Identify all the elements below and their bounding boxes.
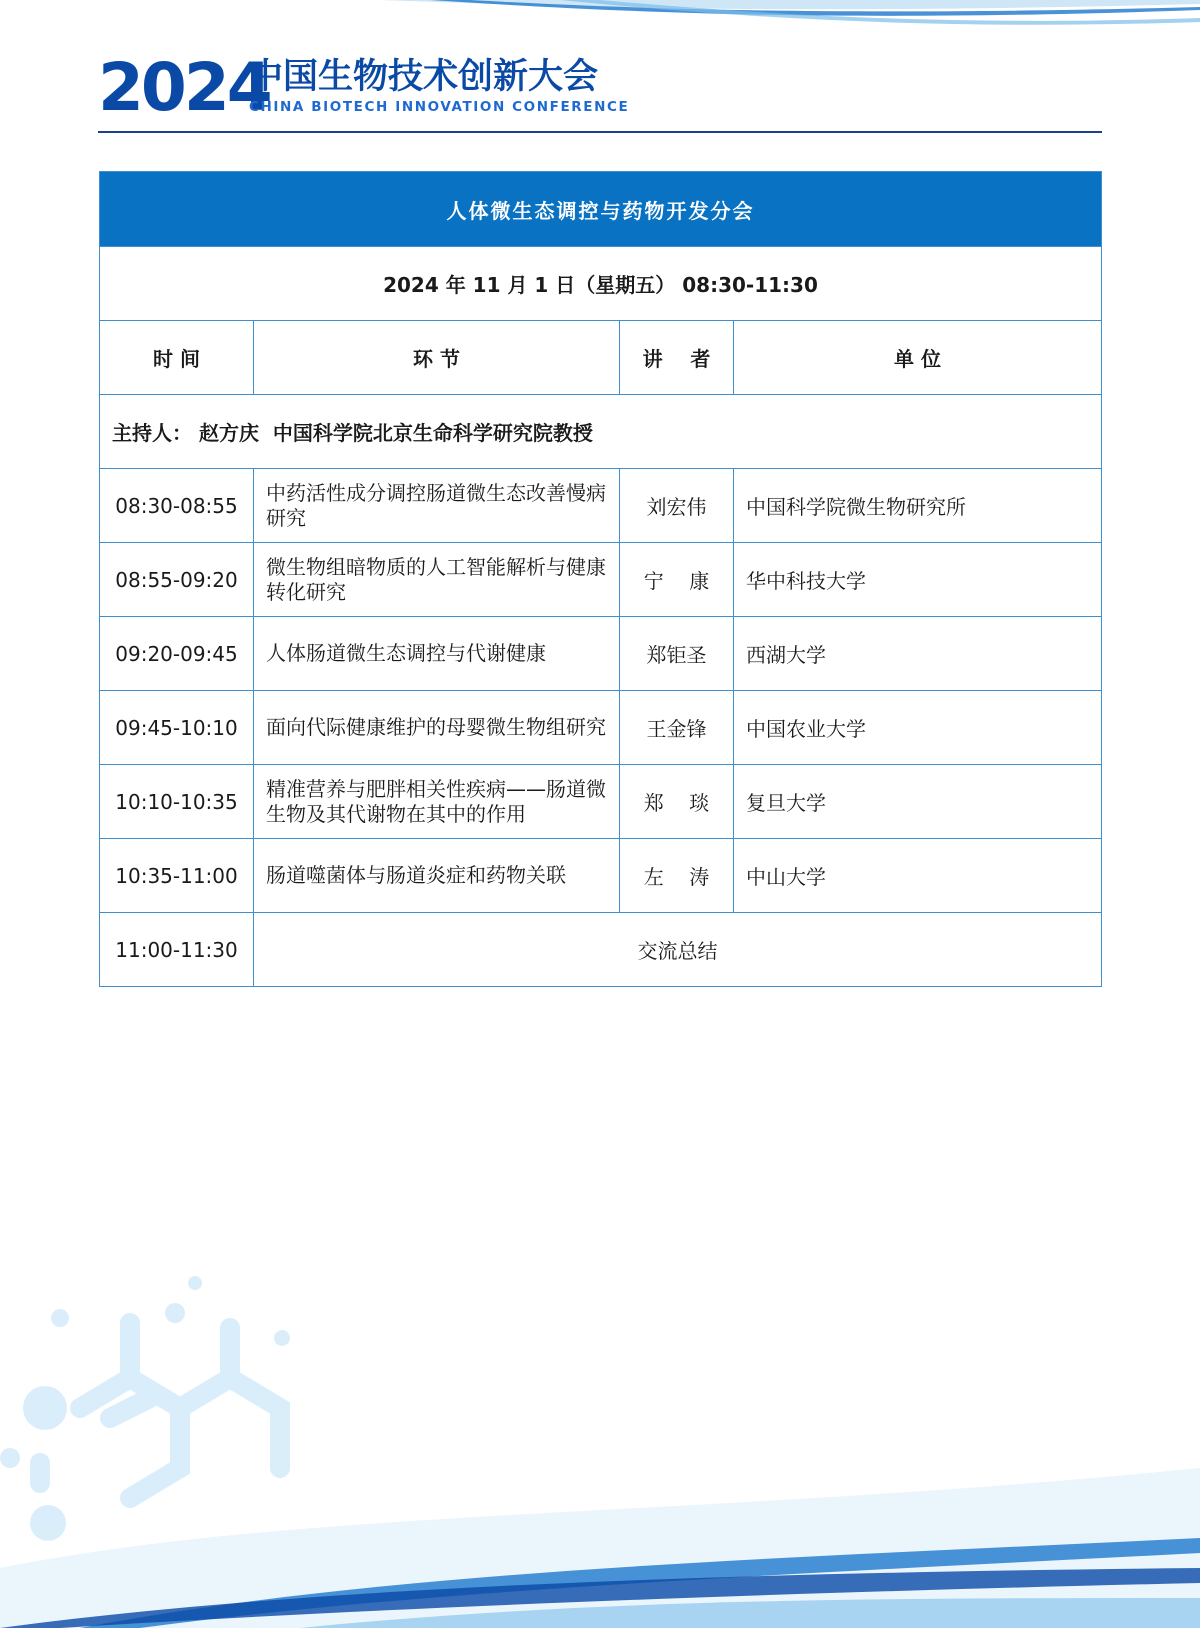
row-unit: 西湖大学 xyxy=(734,617,1102,691)
row-speaker: 郑 琰 xyxy=(620,765,734,839)
row-topic: 精准营养与肥胖相关性疾病——肠道微生物及其代谢物在其中的作用 xyxy=(254,765,620,839)
table-row-closing xyxy=(100,913,1102,987)
row-speaker: 王金锋 xyxy=(620,691,734,765)
row-topic: 中药活性成分调控肠道微生态改善慢病研究 xyxy=(254,469,620,543)
row-time: 08:55-09:20 xyxy=(100,543,254,617)
row-time: 09:20-09:45 xyxy=(100,617,254,691)
row-unit: 华中科技大学 xyxy=(734,543,1102,617)
row-topic: 肠道噬菌体与肠道炎症和药物关联 xyxy=(254,839,620,913)
row-topic: 面向代际健康维护的母婴微生物组研究 xyxy=(254,691,620,765)
row-unit: 复旦大学 xyxy=(734,765,1102,839)
column-header-topic: 环 节 xyxy=(254,321,620,395)
closing-time: 11:00-11:30 xyxy=(100,913,254,987)
closing-label: 交流总结 xyxy=(254,913,1102,987)
row-time: 10:10-10:35 xyxy=(100,765,254,839)
top-wave-decoration xyxy=(0,0,1200,40)
conference-header xyxy=(98,50,1102,134)
row-topic: 人体肠道微生态调控与代谢健康 xyxy=(254,617,620,691)
row-unit: 中国农业大学 xyxy=(734,691,1102,765)
row-time: 09:45-10:10 xyxy=(100,691,254,765)
column-header-unit: 单 位 xyxy=(734,321,1102,395)
row-speaker: 宁 康 xyxy=(620,543,734,617)
header-divider xyxy=(98,131,1102,133)
row-speaker: 左 涛 xyxy=(620,839,734,913)
table-row xyxy=(100,617,1102,691)
row-topic: 微生物组暗物质的人工智能解析与健康转化研究 xyxy=(254,543,620,617)
logo-year: 2024 xyxy=(98,49,270,126)
logo-title-en: CHINA BIOTECH INNOVATION CONFERENCE xyxy=(249,99,630,115)
column-header-time: 时 间 xyxy=(100,321,254,395)
session-date: 2024 年 11 月 1 日（星期五） 08:30-11:30 xyxy=(100,247,1102,321)
row-unit: 中国科学院微生物研究所 xyxy=(734,469,1102,543)
table-row xyxy=(100,839,1102,913)
session-title: 人体微生态调控与药物开发分会 xyxy=(100,172,1102,247)
row-unit: 中山大学 xyxy=(734,839,1102,913)
logo-title-cn: 中国生物技术创新大会 xyxy=(248,57,599,97)
molecule-wave-decoration xyxy=(0,1268,1200,1628)
column-header-speaker: 讲 者 xyxy=(620,321,734,395)
table-row xyxy=(100,469,1102,543)
table-row xyxy=(100,543,1102,617)
table-row xyxy=(100,765,1102,839)
row-time: 10:35-11:00 xyxy=(100,839,254,913)
table-row xyxy=(100,691,1102,765)
row-speaker: 郑钜圣 xyxy=(620,617,734,691)
host-info: 主持人： 赵方庆 中国科学院北京生命科学研究院教授 xyxy=(100,395,1102,469)
row-time: 08:30-08:55 xyxy=(100,469,254,543)
row-speaker: 刘宏伟 xyxy=(620,469,734,543)
agenda-table xyxy=(99,171,1102,987)
